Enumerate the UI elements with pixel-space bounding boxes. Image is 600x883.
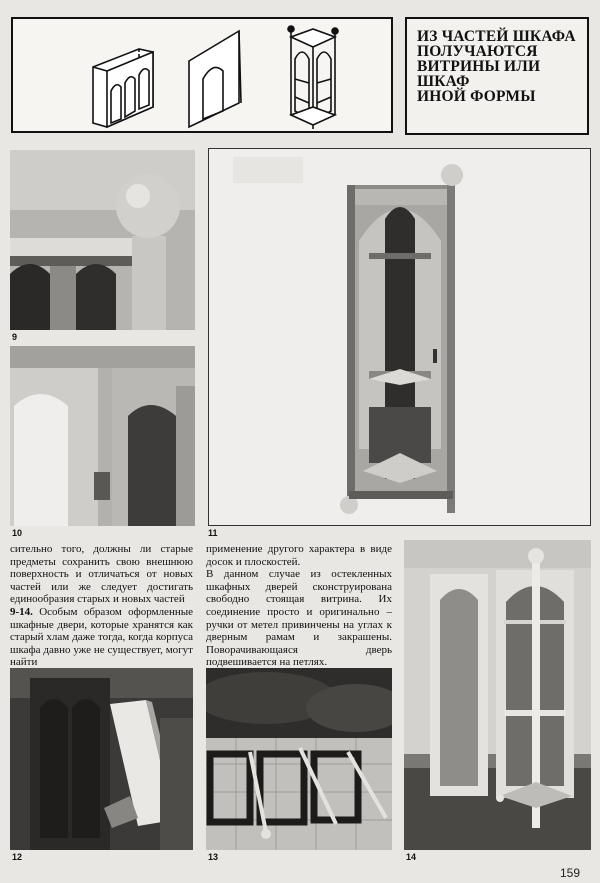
paragraph-9-14: 9-14. Особым образом оформленные шкафные двери, которые хранятся как старый хлам даже тогда, когда корпуса шкафа давно уже не существует, могут найти bbox=[10, 605, 193, 669]
headline-line-4: ШКАФ bbox=[417, 73, 470, 90]
headline-line-3: ВИТРИНЫ ИЛИ bbox=[417, 58, 541, 75]
photo-12-old-doors bbox=[10, 668, 193, 850]
caption-13: 13 bbox=[208, 852, 219, 862]
photo-11-corner-vitrine bbox=[208, 148, 591, 526]
text-column-right bbox=[206, 543, 392, 682]
figure-reference: 9-14. bbox=[10, 605, 33, 618]
caption-10: 10 bbox=[12, 528, 23, 538]
cabinet-diagrams bbox=[13, 19, 391, 131]
page-number: 159 bbox=[560, 866, 581, 880]
cabinet-door-drawing bbox=[189, 31, 241, 127]
text-column-left bbox=[10, 543, 193, 669]
caption-9: 9 bbox=[12, 332, 18, 342]
paragraph-vitrine-description: В данном случае из остекленных шкафных дверей сконструирована свободно стоящая витрина. Их соединение просто и оригинально – ручки от метел привинчены на углах к дверным рамам и закрашены. Поворачивающаяся дверь подвешивается на петлях. bbox=[206, 568, 392, 669]
photo-14-open-vitrine bbox=[404, 540, 591, 850]
photo-13-doors-and-broom-handles bbox=[206, 668, 392, 850]
headline-box bbox=[405, 17, 589, 135]
caption-12: 12 bbox=[12, 852, 23, 862]
paragraph-application: применение другого характера в виде досок и плоскостей. bbox=[206, 543, 392, 568]
headline-line-1: ИЗ ЧАСТЕЙ ШКАФА bbox=[417, 28, 576, 45]
headline-line-2: ПОЛУЧАЮТСЯ bbox=[417, 43, 538, 60]
paragraph-continued: сительно того, должны ли старые предметы сохранить свою внешнюю поверхность и отличаться от новых частей или же следует достигать единообразия старых и новых частей bbox=[10, 543, 193, 606]
headline-line-5: ИНОЙ ФОРМЫ bbox=[417, 88, 536, 105]
caption-14: 14 bbox=[406, 852, 417, 862]
corner-vitrine-drawing bbox=[288, 26, 338, 129]
photo-9-knob-detail bbox=[10, 150, 195, 330]
cabinet-box-drawing bbox=[93, 49, 153, 127]
caption-11: 11 bbox=[208, 528, 218, 538]
photo-10-door-hinge bbox=[10, 346, 195, 526]
diagram-panel bbox=[11, 17, 393, 133]
